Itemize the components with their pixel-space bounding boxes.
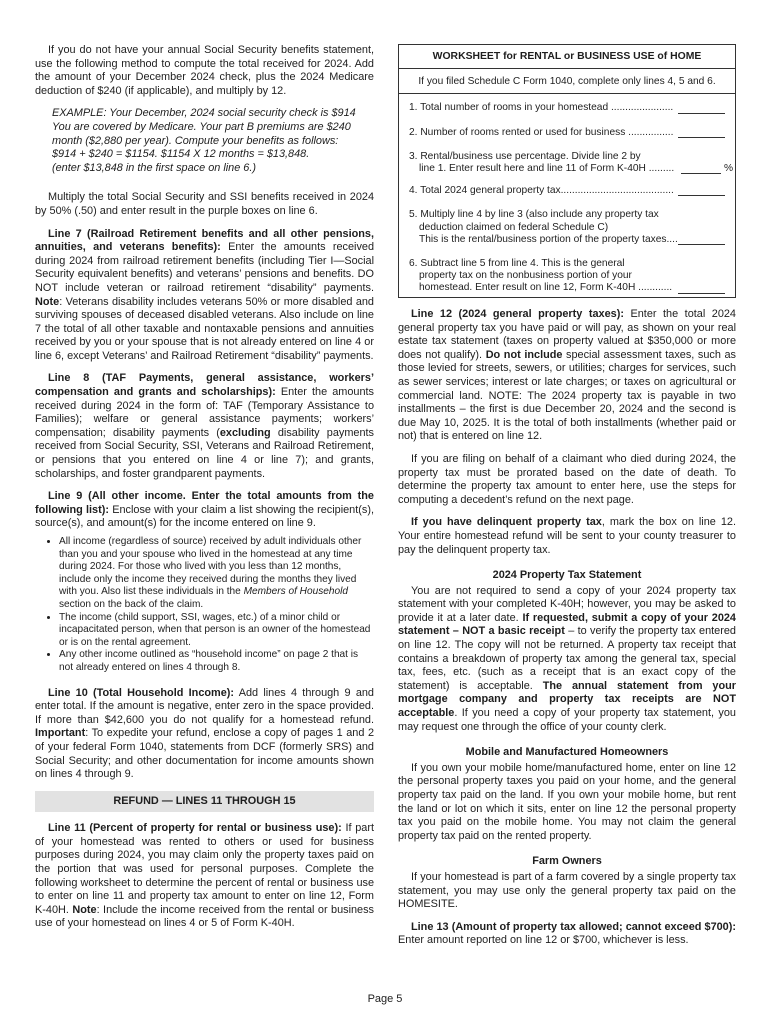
answer-blank[interactable] bbox=[678, 127, 725, 138]
line11-heading: Line 11 (Percent of property for rental or business use): bbox=[48, 822, 342, 835]
rental-business-worksheet bbox=[398, 44, 736, 298]
page-number: Page 5 bbox=[367, 993, 403, 1005]
delinquent-text: , mark the box on line 12. Your entire homestead refund will be sent to your county treasurer to pay the delinquent property tax. bbox=[398, 516, 736, 556]
line11-paragraph bbox=[35, 822, 374, 931]
line13-paragraph bbox=[398, 921, 736, 948]
refund-section-header: REFUND — LINES 11 THROUGH 15 bbox=[35, 791, 374, 813]
answer-blank[interactable] bbox=[678, 185, 725, 196]
worksheet-title: WORKSHEET for RENTAL or BUSINESS USE of HOME bbox=[399, 45, 735, 69]
deceased-paragraph: If you are filing on behalf of a claimant who died during 2024, the property tax must be prorated based on the date of death. To determine the property tax amount to enter here, use the steps for computing a decedent’s refund on the next page. bbox=[398, 452, 736, 506]
list-item bbox=[59, 536, 374, 612]
line10-heading: Line 10 (Total Household Income): bbox=[48, 686, 235, 699]
list-item-text: section on the back of the claim. bbox=[59, 598, 204, 610]
list-item-text: All income (regardless of source) received by adult individuals other than you and your spouse who lived in the homestead at any time during 2024. For those who lived with you less than 12 months, include only the income they received during the months they lived with you. Also list these individuals in the bbox=[59, 536, 362, 598]
property-tax-statement-heading: 2024 Property Tax Statement bbox=[492, 569, 642, 582]
worksheet-line-text: 3. Rental/business use percentage. Divide line 2 by bbox=[409, 150, 641, 162]
example-block bbox=[52, 107, 370, 175]
do-not-include: Do not include bbox=[485, 348, 563, 361]
worksheet-line-6 bbox=[399, 258, 735, 295]
percent-sign: % bbox=[723, 163, 733, 175]
pts-text: You are not required to send a copy of your 2024 property tax statement with your completed K-40H; however, you may be asked to provide it at a later date. bbox=[398, 584, 736, 624]
line9-heading: Line 9 (All other income. Enter the total amounts from the following list): bbox=[35, 490, 374, 516]
line7-note-text: : Veterans disability includes veterans 50% or more disabled and surviving spouses of deceased disabled veterans. Also include on line 7 the total of all other taxable and nontaxable pensions and annuities received by you or your spouse that is not already entered on line 4 or line 6, except Veterans’ and Railroad Retirement “disability” payments. bbox=[35, 295, 374, 362]
worksheet-line-text: homestead. Enter result on line 12, Form K-40H ............ bbox=[419, 282, 673, 294]
line8-text-b: disability payments received from Social Security, SSI, Veterans and Railroad Retirement, or pensions that you entered on line 4 or line 7); and grants, scholarships, and foster grandparent payments. bbox=[35, 426, 374, 480]
worksheet-line-5 bbox=[399, 209, 735, 246]
line9-text: Enclose with your claim a list showing the recipient(s), source(s), and amount(s) for the income entered on line 9. bbox=[35, 503, 374, 530]
worksheet-line-text: property tax on the nonbusiness portion of your bbox=[419, 270, 632, 282]
pts-bold-mortgage: The annual statement from your mortgage company and property tax receipts are NOT acceptable bbox=[398, 679, 737, 720]
line12-heading: Line 12 (2024 general property taxes): bbox=[411, 308, 624, 320]
line8-heading: Line 8 (TAF Payments, general assistance, workers’ compensation and grants and scholarships): bbox=[35, 372, 374, 399]
line7-paragraph bbox=[35, 228, 374, 364]
line8-paragraph bbox=[35, 372, 374, 481]
line12-text: Enter the total 2024 general property tax you have paid or will pay, as shown on your real estate tax statement (taxes on property valued at $350,000 or more does not qualify). bbox=[398, 308, 736, 361]
line7-text: Enter the amounts received during 2024 from railroad retirement benefits (including Tier I—Social Security equivalent benefits) and veterans’ pensions and benefits. DO NOT include veteran or railroad retirement “disability” payments. bbox=[35, 241, 374, 294]
worksheet-line-text: 6. Subtract line 5 from line 4. This is the general bbox=[409, 258, 625, 270]
line7-heading: Line 7 (Railroad Retirement benefits and all other pensions, annuities, and veterans benefits): bbox=[35, 227, 374, 254]
multiply-paragraph: Multiply the total Social Security and SSI benefits received in 2024 by 50% (.50) and enter result in the purple boxes on line 6. bbox=[35, 191, 374, 217]
mobile-homeowners-paragraph: If you own your mobile home/manufactured home, enter on line 12 the personal property taxes you paid on your home, and the general property tax paid on the land. If you own your mobile home, but rent the land or lot on which it sits, enter on line 12 the personal property tax you paid on the mobile home. You may not claim the general property tax paid on the rented property. bbox=[398, 761, 736, 842]
intro-paragraph: If you do not have your annual Social Security benefits statement, use the following method to compute the total received for 2024. Add the amount of your December 2024 check, plus the 2024 Medicare deduction of $240 (if applicable), and multiply by 12. bbox=[35, 44, 374, 97]
delinquent-paragraph bbox=[398, 516, 736, 557]
delinquent-heading: If you have delinquent property tax bbox=[411, 516, 602, 529]
line8-bold: excluding bbox=[219, 426, 271, 439]
answer-blank[interactable] bbox=[678, 283, 725, 294]
worksheet-line-2 bbox=[399, 127, 735, 139]
line8-text: Enter the amounts received during 2024 in the form of: TAF (Temporary Assistance to Families); welfare or general assistance payments; workers’ compensation; disability payments ( bbox=[35, 386, 375, 439]
line13-text: Enter amount reported on line 12 or $700, whichever is less. bbox=[398, 934, 689, 947]
line9-list bbox=[35, 536, 374, 675]
line12-paragraph bbox=[398, 308, 736, 444]
answer-blank[interactable] bbox=[678, 234, 725, 245]
property-tax-statement-paragraph bbox=[398, 585, 736, 735]
worksheet-subtitle: If you filed Schedule C Form 1040, complete only lines 4, 5 and 6. bbox=[399, 69, 735, 94]
worksheet-line-text: 4. Total 2024 general property tax........................................ bbox=[409, 185, 674, 197]
right-column bbox=[398, 308, 736, 957]
important-label: Important bbox=[35, 727, 86, 740]
pts-bold-request: If requested, submit a copy of your 2024 statement – NOT a basic receipt bbox=[398, 611, 736, 638]
list-item: • Any other income outlined as “household income” on page 2 that is not already entered on lines 4 through 8. bbox=[59, 649, 374, 674]
list-item: • The income (child support, SSI, wages, etc.) of a minor child or incapacitated person, when that person is an owner of the homestead or is on the rental agreement. bbox=[59, 612, 374, 650]
example-enter: (enter $13,848 in the first space on line 6.) bbox=[52, 161, 257, 174]
line7-note-label: Note bbox=[35, 295, 60, 308]
line9-paragraph bbox=[35, 490, 374, 531]
farm-owners-paragraph: If your homestead is part of a farm covered by a single property tax statement, you may use only the general property tax paid on the HOMESITE. bbox=[398, 870, 736, 911]
line12-text-b: special assessment taxes, such as those levied for streets, sewers, or utilities; charges for services, such as sewer services; interest or late charges; or taxes on agricultural or commercial land. NOTE: The 2024 property tax is payable in two installments – the first is due December 20, 2024 and the second is due May 10, 2025. It is the total of both installments (whether paid or not) that is entered on line 12. bbox=[398, 348, 737, 443]
pts-text-b: – to verify the property tax entered on line 12. The copy will not be returned. A property tax receipt that contains a breakdown of property tax among the general tax, special tax, fees, etc. (such as a receipt that is an exact copy of the statement) is acceptable. bbox=[398, 625, 736, 692]
example-calc: $914 + $240 = $1154. $1154 X 12 months = $13,848. bbox=[52, 148, 310, 161]
line10-text: Add lines 4 through 9 and enter total. If the amount is negative, enter zero in the space provided. If more than $42,600 you do not qualify for a homestead refund. bbox=[35, 686, 374, 726]
line11-note-text: : Include the income received from the rental or business use of your homestead on lines 4 or 5 of Form K-40H. bbox=[35, 903, 375, 930]
worksheet-line-text: deduction claimed on federal Schedule C) bbox=[419, 221, 609, 233]
worksheet-line-text: 2. Number of rooms rented or used for business ................ bbox=[409, 126, 674, 138]
farm-owners-heading: Farm Owners bbox=[532, 855, 602, 868]
worksheet-line-text: 1. Total number of rooms in your homestead ...................... bbox=[409, 102, 674, 114]
line13-heading: Line 13 (Amount of property tax allowed; cannot exceed $700): bbox=[411, 920, 736, 933]
worksheet-line-text: This is the rental/business portion of the property taxes.... bbox=[419, 233, 678, 245]
worksheet-line-text: 5. Multiply line 4 by line 3 (also include any property tax bbox=[409, 209, 659, 221]
left-column bbox=[35, 44, 374, 940]
mobile-homeowners-heading: Mobile and Manufactured Homeowners bbox=[465, 746, 669, 759]
worksheet-line-3 bbox=[399, 151, 735, 175]
line11-note-label: Note bbox=[72, 903, 97, 916]
example-text: EXAMPLE: Your December, 2024 social security check is $914 You are covered by Medicare. Your part B premiums are $240 month ($2,880 per year). Compute your benefits as follows: bbox=[52, 107, 356, 147]
line10-text-b: : To expedite your refund, enclose a copy of pages 1 and 2 of your federal Form 1040, statements from DCF (formerly SRS) and Social Security; and other documentation for income amounts shown on lines 4 through 9. bbox=[35, 727, 374, 781]
worksheet-line-1 bbox=[399, 102, 735, 114]
worksheet-line-4 bbox=[399, 185, 735, 197]
answer-blank[interactable] bbox=[678, 103, 725, 114]
answer-blank[interactable] bbox=[681, 163, 721, 174]
worksheet-line-text: line 1. Enter result here and line 11 of Form K-40H ......... bbox=[419, 163, 675, 175]
line10-paragraph bbox=[35, 687, 374, 782]
line11-text: If part of your homestead was rented to others or used for business purposes during 2024, you may claim only the property taxes paid on the portion that was used for personal purposes. Complete the following worksheet to determine the percent of rental or business use to enter on line 11 and property tax amount to enter on line 12, Form K-40H. bbox=[35, 822, 374, 916]
members-of-household: Members of Household bbox=[243, 586, 348, 598]
pts-text-c: . If you need a copy of your property tax statement, you may request one through the office of your county clerk. bbox=[398, 707, 736, 733]
